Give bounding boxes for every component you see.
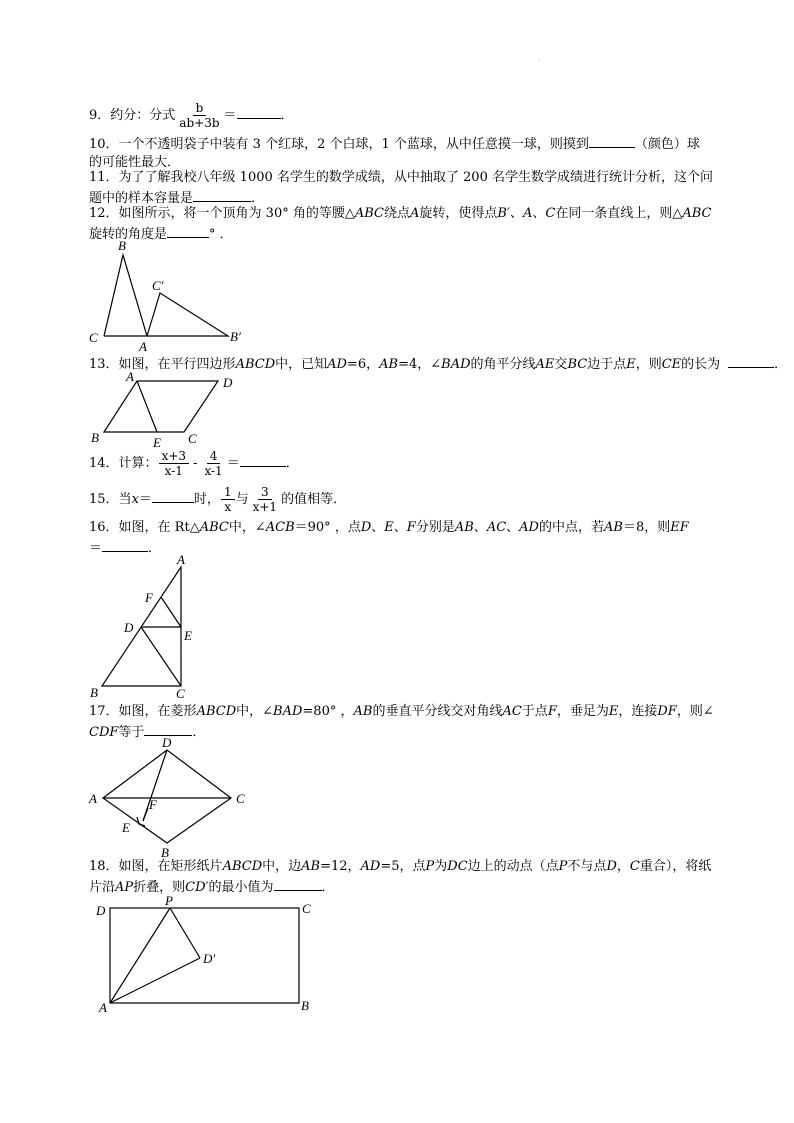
question-13: 13．如图，在平行四边形ABCD中，已知AD=6，AB=4，∠BAD的角平分线AE交BC边于点E，则CE的长为 ． — [89, 353, 729, 374]
question-14: 14．计算： $\frac{x+3}{x-1}$ - $\frac{4}{x-1}$ ＝ ． — [89, 449, 299, 478]
label-A: A — [99, 1000, 107, 1015]
label-D-prime: D′ — [203, 951, 216, 966]
label-P: P — [165, 893, 173, 908]
label-D: D — [223, 375, 233, 390]
label-D: D — [124, 620, 134, 635]
fraction: $\frac{x+3}{x-1}$ — [159, 449, 189, 478]
label-C: C — [302, 901, 311, 916]
label-D: D — [162, 735, 172, 750]
label-A: A — [139, 339, 147, 354]
label-E: E — [184, 628, 192, 643]
question-16: 16．如图，在 Rt△ABC中，∠ACB＝90° ，点D、E、F分别是AB、AC、AD的中点，若AB＝8，则EF ＝ ． — [89, 520, 689, 556]
label-F: F — [149, 797, 157, 812]
label-B: B — [301, 998, 309, 1013]
question-15: 15．当x＝ 时， $\frac{1}{x}$ 与 $\frac{3}{x+1}$ 的值相等． — [89, 485, 347, 514]
segment-ad-prime — [110, 958, 200, 1003]
label-D: D — [96, 903, 106, 918]
label-C: C — [89, 330, 98, 345]
question-11: 11．为了了解我校八年级 1000 名学生的数学成绩，从中抽取了 200 名学生数学成绩进行统计分析，这个问 题中的样本容量是 ． — [89, 170, 713, 206]
question-18: 18．如图，在矩形纸片ABCD中，边AB=12，AD=5，点P为DC边上的动点（点P不与点D，C重合），将纸 片沿AP折叠，则CD′的最小值为 ． — [89, 859, 712, 895]
label-E: E — [153, 435, 161, 450]
label-C-prime: C′ — [152, 278, 164, 293]
label-A: A — [89, 791, 97, 806]
label-A: A — [177, 552, 185, 567]
segment-pd-prime — [170, 908, 200, 958]
label-A: A — [126, 369, 134, 384]
label-F: F — [145, 590, 153, 605]
label-B: B — [161, 845, 169, 860]
label-B: B — [118, 238, 126, 253]
fraction: $\frac{b}{ab+3b}$ — [179, 101, 220, 130]
fraction: $\frac{3}{x+1}$ — [252, 485, 278, 514]
label-C: C — [236, 791, 245, 806]
label-E: E — [122, 820, 130, 835]
label-B: B — [91, 430, 99, 445]
label-B-prime: B′ — [230, 329, 241, 344]
question-10: 10．一个不透明袋子中装有 3 个红球，2 个白球，1 个蓝球，从中任意摸一球，则摸到 （颜色）球 的可能性最大． — [89, 133, 729, 172]
question-9: 9．约分：分式 $\frac{b}{ab+3b}$ ＝ ． — [89, 101, 294, 130]
label-B: B — [90, 685, 98, 700]
question-17: 17．如图，在菱形ABCD中，∠BAD=80° ，AB的垂直平分线交对角线AC于点F，垂足为E，连接DF，则∠ CDF等于 ． — [89, 704, 714, 740]
page-mark: · — [538, 58, 540, 65]
fraction: $\frac{4}{x-1}$ — [204, 449, 223, 478]
label-C: C — [176, 686, 185, 701]
fold-line-ap — [110, 908, 170, 1003]
label-C: C — [188, 431, 197, 446]
fraction: $\frac{1}{x}$ — [221, 485, 235, 514]
question-12: 12．如图所示，将一个顶角为 30° 角的等腰△ABC绕点A旋转，使得点B′、A、C在同一条直线上，则△ABC 旋转的角度是 ° ． — [89, 206, 712, 242]
